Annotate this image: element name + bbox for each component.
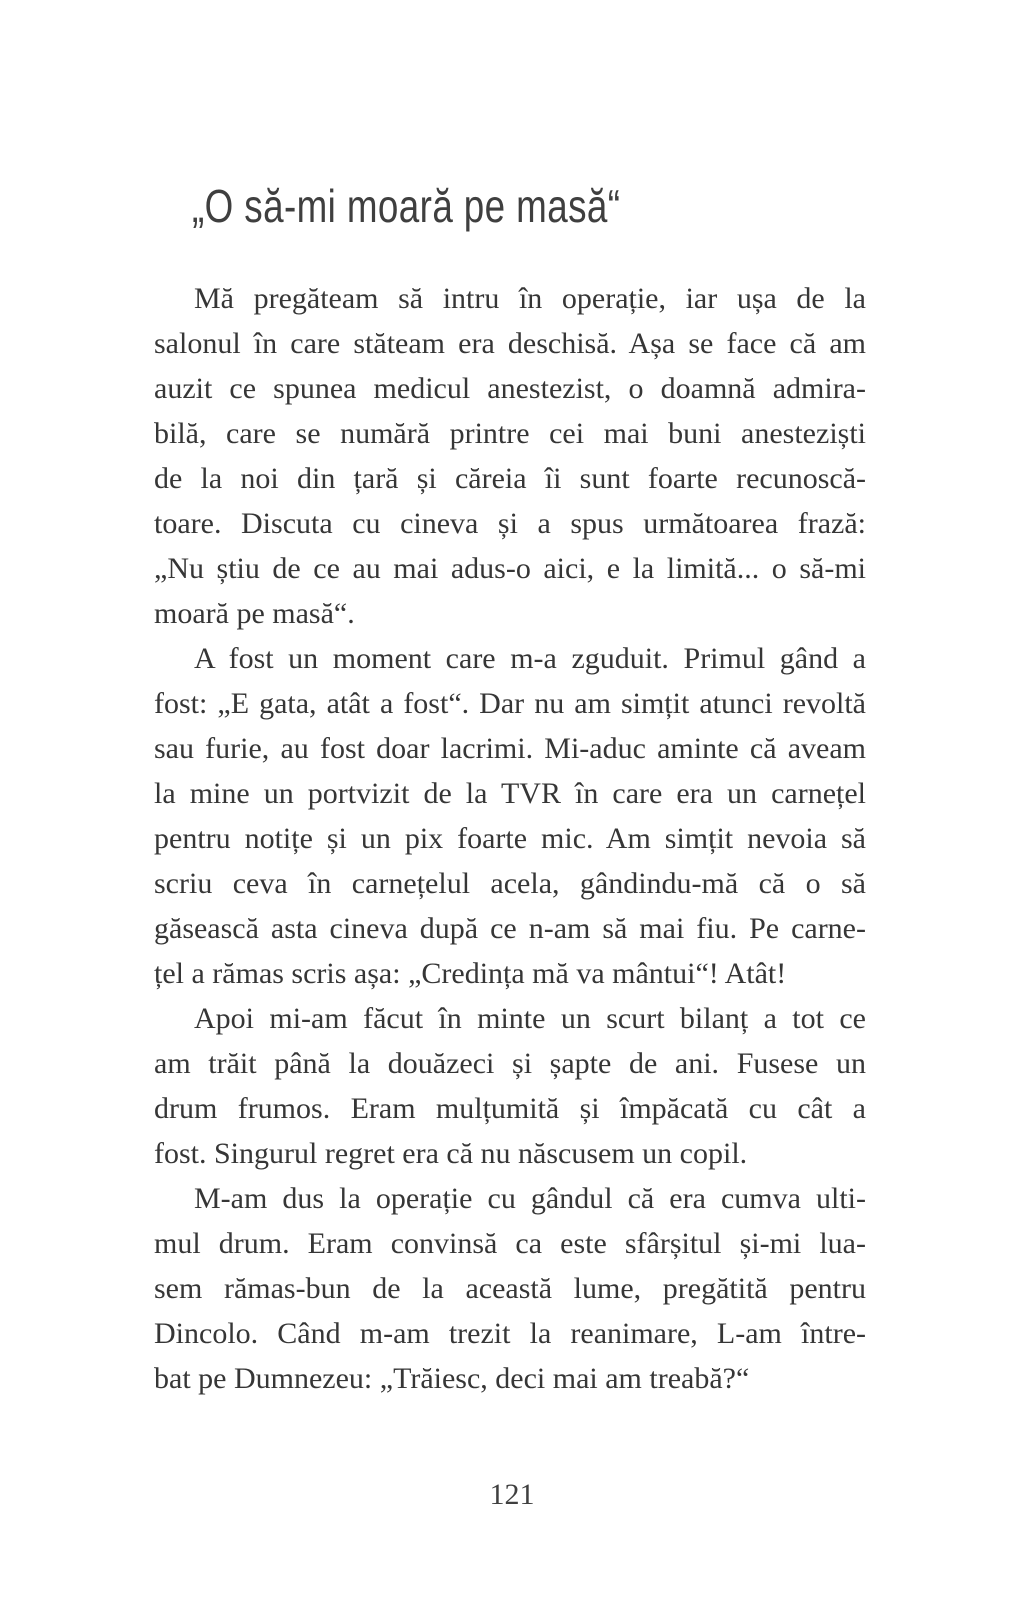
text-line: bat pe Dumnezeu: „Trăiesc, deci mai am treabă?“	[154, 1362, 750, 1395]
text-line: Apoi mi-am făcut în minte un scurt bilanț a tot ce	[194, 1002, 866, 1035]
text-line: scriu ceva în carnețelul acela, gândindu-mă că o să	[154, 867, 866, 900]
text-line: sau furie, au fost doar lacrimi. Mi-aduc aminte că aveam	[154, 732, 866, 765]
text-line: A fost un moment care m-a zguduit. Primul gând a	[194, 642, 866, 675]
text-line: am trăit până la douăzeci și șapte de ani. Fusese un	[154, 1047, 866, 1080]
paragraph	[154, 996, 866, 1176]
chapter-title: „O să-mi moară pe masă“	[192, 180, 621, 232]
paragraph	[154, 276, 866, 636]
text-line: toare. Discuta cu cineva și a spus următoarea frază:	[154, 507, 866, 540]
text-line: Mă pregăteam să intru în operație, iar ușa de la	[194, 282, 866, 315]
text-block	[154, 276, 866, 1401]
text-line: M-am dus la operație cu gândul că era cumva ulti-	[194, 1182, 866, 1215]
text-line: sem rămas-bun de la această lume, pregătită pentru	[154, 1272, 866, 1305]
paragraph	[154, 1176, 866, 1401]
text-line: țel a rămas scris așa: „Credința mă va mântui“! Atât!	[154, 957, 787, 990]
text-line: auzit ce spunea medicul anestezist, o doamnă admira-	[154, 372, 866, 405]
text-line: salonul în care stăteam era deschisă. Așa se face că am	[154, 327, 866, 360]
text-line: la mine un portvizit de la TVR în care era un carnețel	[154, 777, 866, 810]
text-line: găsească asta cineva după ce n-am să mai fiu. Pe carne-	[154, 912, 866, 945]
text-line: de la noi din țară și căreia îi sunt foarte recunoscă-	[154, 462, 866, 495]
text-line: Dincolo. Când m-am trezit la reanimare, L-am între-	[154, 1317, 866, 1350]
paragraph	[154, 636, 866, 996]
text-line: pentru notițe și un pix foarte mic. Am simțit nevoia să	[154, 822, 866, 855]
text-line: mul drum. Eram convinsă ca este sfârșitul și-mi lua-	[154, 1227, 866, 1260]
page-number: 121	[489, 1478, 535, 1511]
text-line: fost: „E gata, atât a fost“. Dar nu am simțit atunci revoltă	[154, 687, 866, 720]
text-line: drum frumos. Eram mulțumită și împăcată cu cât a	[154, 1092, 866, 1125]
text-line: fost. Singurul regret era că nu născusem un copil.	[154, 1137, 748, 1170]
text-line: moară pe masă“.	[154, 597, 355, 630]
text-line: bilă, care se numără printre cei mai buni anesteziști	[154, 417, 866, 450]
text-line: „Nu știu de ce au mai adus-o aici, e la limită... o să-mi	[154, 552, 866, 585]
